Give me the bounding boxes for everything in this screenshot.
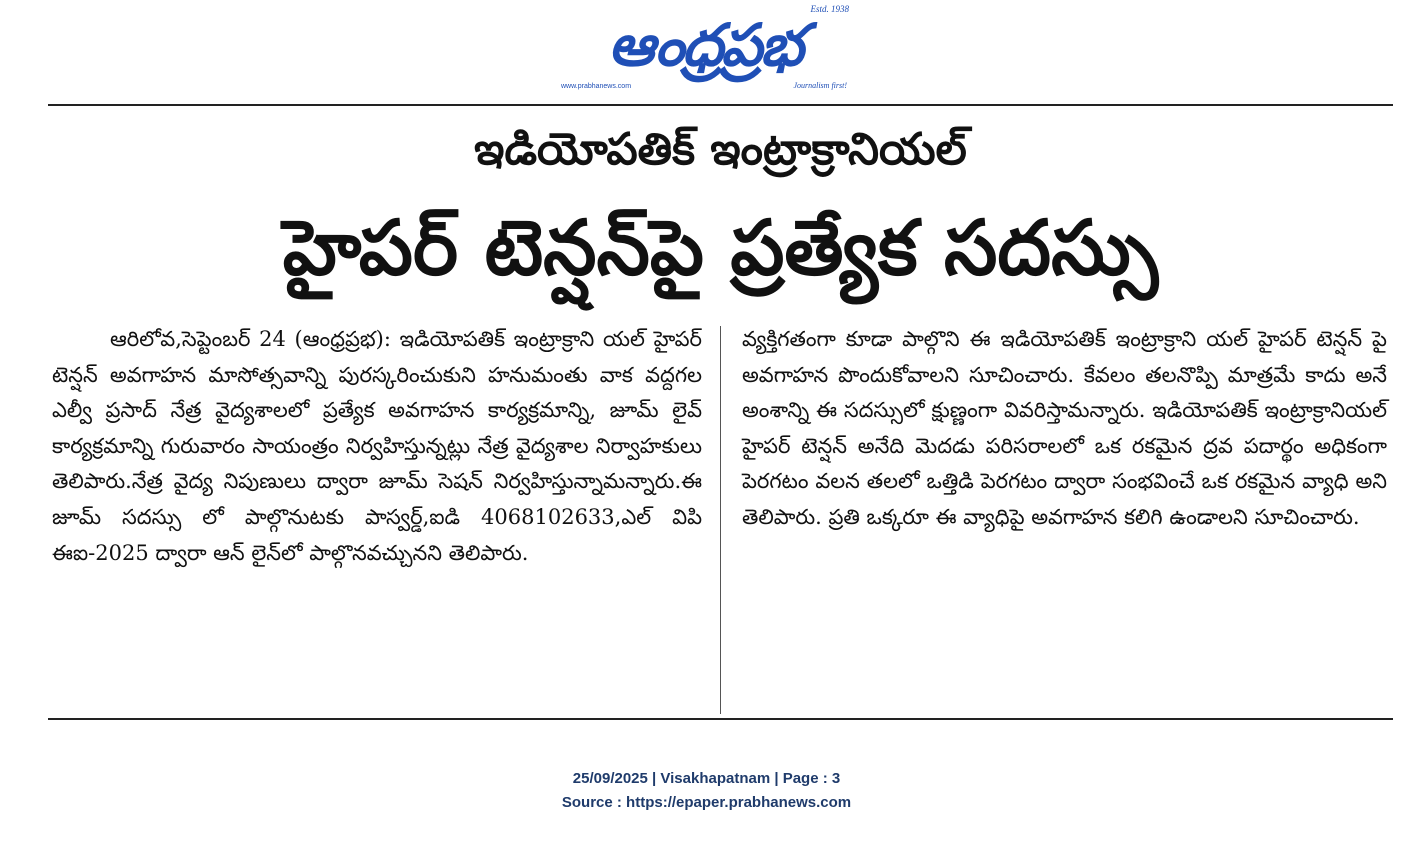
article-column-left bbox=[52, 322, 702, 571]
logo-wordmark: ఆంధ్రప్రభ bbox=[608, 11, 802, 79]
bottom-divider bbox=[48, 718, 1393, 720]
logo-website: www.prabhanews.com bbox=[561, 83, 632, 90]
masthead-logo bbox=[555, 4, 855, 92]
headline-line-1: ఇడియోపతిక్ ఇంట్రాక్రానియల్ bbox=[474, 124, 967, 175]
footer-source: Source : https://epaper.prabhanews.com bbox=[561, 794, 852, 811]
headline-line-2: హైపర్ టెన్షన్‌పై ప్రత్యేక సదస్సు bbox=[282, 203, 1159, 292]
article-paragraph-left: ఆరిలోవ,సెప్టెంబర్ 24 (ఆంధ్రప్రభ): ఇడియోపతిక్ ఇంట్రాక్రాని యల్ హైపర్ టెన్షన్ అవగాహన మాసోత్సవాన్ని పురస్కరించుకుని హనుమంతు వాక వద్దగల ఎల్వీ ప్రసాద్ నేత్ర వైద్యశాలలో ప్రత్యేక అవగాహన కార్యక్రమాన్ని, జూమ్ లైవ్ కార్యక్రమాన్ని గురువారం సాయంత్రం నిర్వహిస్తున్నట్లు నేత్ర వైద్యశాల నిర్వాహకులు తెలిపారు.నేత్ర వైద్య నిపుణులు ద్వారా జూమ్ సెషన్ నిర్వహిస్తున్నామన్నారు.ఈ జూమ్ సదస్సు లో పాల్గొనుటకు పాస్వర్డ్,ఐడి 4068102633,ఎల్ విపి ఈఐ-2025 ద్వారా ఆన్ లైన్‌లో పాల్గొనవచ్చునని తెలిపారు. bbox=[52, 327, 702, 565]
logo-tagline: Journalism first! bbox=[793, 81, 847, 90]
article-paragraph-right: వ్యక్తిగతంగా కూడా పాల్గొని ఈ ఇడియోపతిక్ ఇంట్రాక్రాని యల్ హైపర్ టెన్షన్ పై అవగాహన పొందుకోవాలని సూచించారు. కేవలం తలనొప్పి మాత్రమే కాదు అనే అంశాన్ని ఈ సదస్సులో క్షుణ్ణంగా వివరిస్తామన్నారు. ఇడియోపతిక్ ఇంట్రాక్రానియల్ హైపర్ టెన్షన్ అనేది మెదడు పరిసరాలలో ఒక రకమైన ద్రవ పదార్థం అధికంగా పెరగటం వలన తలలో ఒత్తిడి పెరగటం ద్వారా సంభవించే ఒక రకమైన వ్యాధి అని తెలిపారు. ప్రతి ఒక్కరూ ఈ వ్యాధిపై అవగాహన కలిగి ఉండాలని సూచించారు. bbox=[742, 327, 1387, 529]
top-divider bbox=[48, 104, 1393, 106]
logo-estd: Estd. 1938 bbox=[810, 4, 849, 14]
column-divider bbox=[720, 326, 721, 714]
article-column-right bbox=[742, 322, 1387, 536]
footer-date-edition: 25/09/2025 | Visakhapatnam | Page : 3 bbox=[572, 770, 841, 787]
